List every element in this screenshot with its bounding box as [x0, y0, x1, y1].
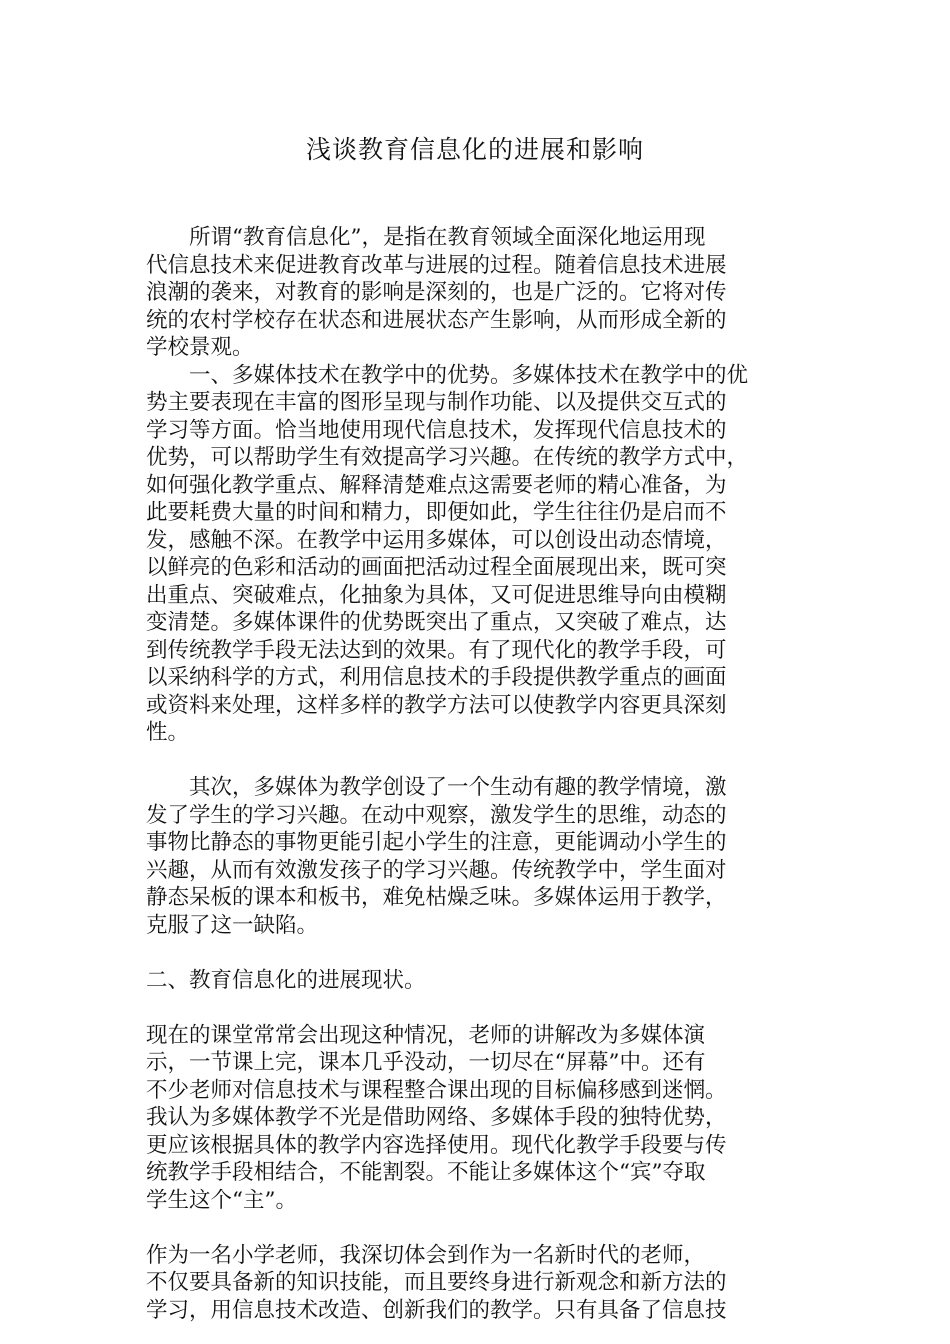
text-line: 以鲜亮的色彩和活动的画面把活动过程全面展现出来，既可突: [146, 555, 727, 580]
document-body: [146, 224, 836, 1324]
text-line: 学生这个“主”。: [146, 1187, 297, 1213]
text-line: 发了学生的学习兴趣。在动中观察，激发学生的思维，动态的: [146, 802, 727, 828]
text-line: 克服了这一缺陷。: [146, 912, 319, 938]
paragraph-secondly: [146, 774, 836, 939]
text-line: 更应该根据具体的教学内容选择使用。现代化教学手段要与传: [146, 1132, 727, 1158]
text-line: 如何强化教学重点、解释清楚难点这需要老师的精心准备，为: [146, 472, 727, 498]
text-line: 一、多媒体技术在教学中的优势。多媒体技术在教学中的优: [146, 362, 749, 388]
text-line: 兴趣，从而有效激发孩子的学习兴趣。传统教学中，学生面对: [146, 857, 727, 883]
text-line: 变清楚。多媒体课件的优势既突出了重点，又突破了难点，达: [146, 610, 727, 635]
text-line: 不仅要具备新的知识技能，而且要终身进行新观念和新方法的: [146, 1270, 727, 1295]
text-line: 或资料来处理，这样多样的教学方法可以使教学内容更具深刻: [146, 692, 727, 718]
text-line: 代信息技术来促进教育改革与进展的过程。随着信息技术进展: [146, 252, 727, 278]
text-line: 浪潮的袭来，对教育的影响是深刻的，也是广泛的。它将对传: [146, 280, 727, 305]
text-line: 现在的课堂常常会出现这种情况，老师的讲解改为多媒体演: [146, 1022, 706, 1048]
text-line: 学习，用信息技术改造、创新我们的教学。只有具备了信息技: [146, 1297, 727, 1323]
paragraph-current-status: [146, 1022, 836, 1215]
paragraph-spacer: [146, 994, 836, 1022]
text-line: 统的农村学校存在状态和进展状态产生影响，从而形成全新的: [146, 307, 727, 333]
text-line: 统教学手段相结合，不能割裂。不能让多媒体这个“宾”夺取: [146, 1160, 706, 1185]
paragraph-intro: [146, 224, 836, 362]
text-line: 优势，可以帮助学生有效提高学习兴趣。在传统的教学方式中，: [146, 445, 749, 470]
text-line: 以采纳科学的方式，利用信息技术的手段提供教学重点的画面: [146, 665, 727, 690]
paragraph-spacer: [146, 939, 836, 967]
paragraph-spacer: [146, 747, 836, 775]
text-line: 到传统教学手段无法达到的效果。有了现代化的教学手段，可: [146, 637, 727, 663]
text-line: 势主要表现在丰富的图形呈现与制作功能、以及提供交互式的: [146, 390, 727, 415]
text-line: 二、教育信息化的进展现状。: [146, 967, 426, 993]
document-title: 浅谈教育信息化的进展和影响: [305, 135, 644, 164]
text-line: 发，感触不深。在教学中运用多媒体，可以创设出动态情境，: [146, 527, 727, 553]
text-line: 此要耗费大量的时间和精力，即便如此，学生往往仍是启而不: [146, 500, 727, 525]
paragraph-section-one: [146, 362, 836, 747]
text-line: 学校景观。: [146, 335, 254, 360]
text-line: 我认为多媒体教学不光是借助网络、多媒体手段的独特优势，: [146, 1105, 727, 1130]
text-line: 其次，多媒体为教学创设了一个生动有趣的教学情境，激: [146, 775, 727, 800]
text-line: 事物比静态的事物更能引起小学生的注意，更能调动小学生的: [146, 830, 727, 855]
text-line: 静态呆板的课本和板书，难免枯燥乏味。多媒体运用于教学，: [146, 885, 727, 910]
paragraph-spacer: [146, 1214, 836, 1242]
text-line: 所谓“教育信息化”，是指在教育领域全面深化地运用现: [146, 225, 706, 250]
text-line: 学习等方面。恰当地使用现代信息技术，发挥现代信息技术的: [146, 417, 727, 443]
text-line: 不少老师对信息技术与课程整合课出现的目标偏移感到迷惘。: [146, 1077, 727, 1103]
text-line: 示，一节课上完，课本几乎没动，一切尽在“屏幕”中。还有: [146, 1050, 706, 1075]
text-line: 出重点、突破难点，化抽象为具体，又可促进思维导向由模糊: [146, 582, 727, 608]
paragraph-teacher-reflection: [146, 1242, 836, 1325]
text-line: 性。: [146, 720, 190, 745]
text-line: 作为一名小学老师，我深切体会到作为一名新时代的老师，: [146, 1242, 706, 1268]
section-heading-two: [146, 967, 836, 995]
